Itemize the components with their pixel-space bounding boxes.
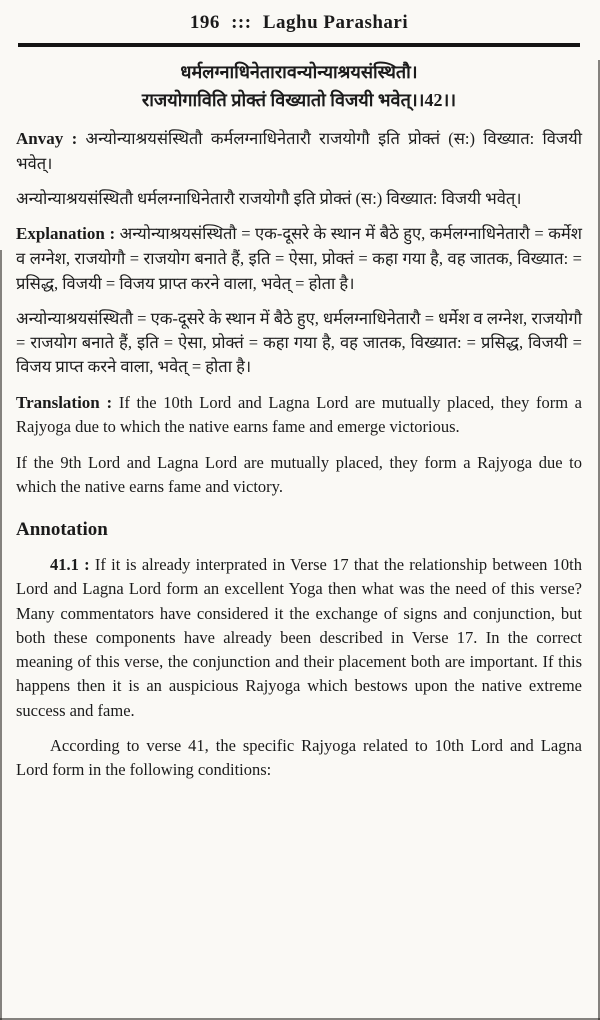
annotation-verse-number: 41.1 : <box>50 555 90 575</box>
annotation-text-1: If it is already interprated in Verse 17 that the relationship between 10th Lord and Lagna Lord form an excellent Yoga then what was the need of this verse? Many commentators have considered it the exchange of signs and conjunction, but both these components have already been described in Verse 17. In the correct meaning of this verse, the conjunction and their placement both are important. If this happens then it is an auspicious Rajyoga which bestows upon the native extreme success and fame. <box>16 555 583 720</box>
header-rule <box>18 43 580 47</box>
book-title: Laghu Parashari <box>262 12 409 33</box>
translation-label: Translation : <box>16 392 113 412</box>
verse-line-2: राजयोगाविति प्रोक्तं विख्यातो विजयी भवेत्।।42।। <box>141 89 457 110</box>
explanation-paragraph-2: अन्योन्याश्रयसंस्थितौ = एक-दूसरे के स्थान में बैठे हुए, धर्मलग्नाधिनेतारौ = धर्मेश व लग्नेश, राजयोगौ = राजयोग बनाते हैं, इति = ऐसा, प्रोक्तं = कहा गया है, वह जातक, विख्यात: = प्रसिद्ध, विजयी = विजय प्राप्त करने वाला, भवेत् = होता है। <box>16 308 582 377</box>
explanation-label: Explanation : <box>16 224 116 244</box>
header-separator: ::: <box>231 12 252 33</box>
translation-text-1: If the 10th Lord and Lagna Lord are mutually placed, they form a Rajyoga due to which the native earns fame and emerge victorious. <box>16 392 582 437</box>
sanskrit-verse <box>16 59 582 115</box>
translation-paragraph-2: If the 9th Lord and Lagna Lord are mutually placed, they form a Rajyoga due to which the native earns fame and victory. <box>16 452 582 496</box>
anvay-paragraph-2: अन्योन्याश्रयसंस्थितौ धर्मलग्नाधिनेतारौ राजयोगौ इति प्रोक्तं (स:) विख्यात: विजयी भवेत्। <box>16 189 522 209</box>
anvay-paragraph-1 <box>16 127 582 176</box>
anvay-text-1: अन्योन्याश्रयसंस्थितौ कर्मलग्नाधिनेतारौ राजयोगौ इति प्रोक्तं (स:) विख्यात: विजयी भवेत्। <box>16 128 582 173</box>
annotation-paragraph-2: According to verse 41, the specific Rajyoga related to 10th Lord and Lagna Lord form in the following conditions: <box>16 735 582 780</box>
translation-paragraph-1 <box>16 391 582 440</box>
page-header <box>16 6 582 34</box>
explanation-text-1: अन्योन्याश्रयसंस्थितौ = एक-दूसरे के स्थान में बैठे हुए, कर्मलग्नाधिनेतारौ = कर्मेश व लग्नेश, राजयोगौ = राजयोग बनाते हैं, इति = ऐसा, प्रोक्तं = कहा गया है, वह जातक, विख्यात: = प्रसिद्ध, विजयी = विजय प्राप्त करने वाला, भवेत् = होता है। <box>16 224 582 293</box>
explanation-paragraph-1 <box>16 222 582 295</box>
anvay-label: Anvay : <box>16 128 78 148</box>
verse-line-1: धर्मलग्नाधिनेतारावन्योन्याश्रयसंस्थितौ। <box>180 62 418 82</box>
annotation-heading: Annotation <box>16 519 108 541</box>
page-number: 196 <box>189 12 220 33</box>
annotation-paragraph-1 <box>16 553 582 723</box>
